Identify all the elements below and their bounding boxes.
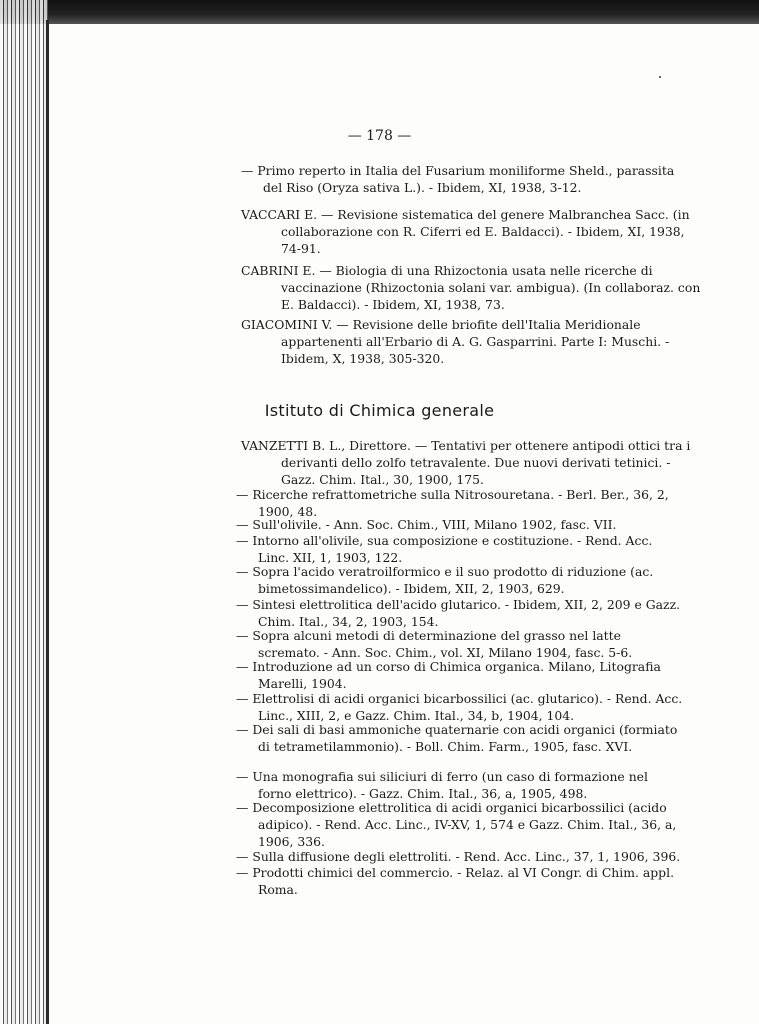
ink-speck bbox=[659, 76, 661, 78]
bibliography-entry: — Intorno all'olivile, sua composizione e costituzione. - Rend. Acc. Linc. XII, 1, 1903, 122. bbox=[236, 533, 653, 565]
scan-top-edge bbox=[0, 0, 759, 24]
bibliography-entry: VANZETTI B. L., Direttore. — Tentativi per ottenere antipodi ottici tra i derivanti dello zolfo tetravalente. Due nuovi derivati tetinici. - Gazz. Chim. Ital., 30, 1900, 175. bbox=[241, 438, 691, 487]
book-spine-shadow bbox=[0, 0, 48, 1024]
bibliography-entry: — Elettrolisi di acidi organici bicarbossilici (ac. glutarico). - Rend. Acc. Linc., XIII, 2, e Gazz. Chim. Ital., 34, b, 1904, 104. bbox=[236, 691, 683, 723]
bibliography-entry: — Prodotti chimici del commercio. - Relaz. al VI Congr. di Chim. appl. Roma. bbox=[236, 865, 675, 897]
bibliography-entry: — Decomposizione elettrolitica di acidi organici bicarbossilici (acido adipico). - Rend. Acc. Linc., IV-XV, 1, 574 e Gazz. Chim. Ital., 36, a, 1906, 336. bbox=[236, 800, 677, 849]
bibliography-entry: — Primo reperto in Italia del Fusarium moniliforme Sheld., parassita del Riso (Oryza sativa L.). - Ibidem, XI, 1938, 3-12. bbox=[241, 163, 675, 195]
bibliography-entry: — Sull'olivile. - Ann. Soc. Chim., VIII, Milano 1902, fasc. VII. bbox=[236, 517, 617, 532]
bibliography-entry: — Sintesi elettrolitica dell'acido glutarico. - Ibidem, XII, 2, 209 e Gazz. Chim. Ital., 34, 2, 1903, 154. bbox=[236, 597, 681, 629]
bibliography-entry: VACCARI E. — Revisione sistematica del genere Malbranchea Sacc. (in collaborazione con R. Ciferri ed E. Baldacci). - Ibidem, XI, 1938, 74-91. bbox=[241, 207, 690, 256]
bibliography-entry: — Sopra alcuni metodi di determinazione del grasso nel latte scremato. - Ann. Soc. Chim., vol. XI, Milano 1904, fasc. 5-6. bbox=[236, 628, 633, 660]
bibliography-entry: — Ricerche refrattometriche sulla Nitrosouretana. - Berl. Ber., 36, 2, 1900, 48. bbox=[236, 487, 669, 519]
bibliography-entry: — Dei sali di basi ammoniche quaternarie con acidi organici (formiato di tetrametilammonio). - Boll. Chim. Farm., 1905, fasc. XVI. bbox=[236, 722, 678, 754]
bibliography-entry: — Sopra l'acido veratroilformico e il suo prodotto di riduzione (ac. bimetossimandelico). - Ibidem, XII, 2, 1903, 629. bbox=[236, 564, 654, 596]
bibliography-entry: — Sulla diffusione degli elettroliti. - Rend. Acc. Linc., 37, 1, 1906, 396. bbox=[236, 849, 681, 864]
section-heading: Istituto di Chimica generale bbox=[264, 401, 495, 420]
bibliography-entry: — Una monografia sui siliciuri di ferro (un caso di formazione nel forno elettrico). - Gazz. Chim. Ital., 36, a, 1905, 498. bbox=[236, 769, 648, 801]
bibliography-entry: — Introduzione ad un corso di Chimica organica. Milano, Litografia Marelli, 1904. bbox=[236, 659, 661, 691]
page-number: — 178 — bbox=[347, 128, 412, 144]
page-gutter-line bbox=[46, 20, 49, 1024]
bibliography-entry: GIACOMINI V. — Revisione delle briofite dell'Italia Meridionale appartenenti all'Erbario di A. G. Gasparrini. Parte I: Muschi. - Ibidem, X, 1938, 305-320. bbox=[241, 317, 670, 366]
bibliography-entry: CABRINI E. — Biologia di una Rhizoctonia usata nelle ricerche di vaccinazione (Rhizoctonia solani var. ambigua). (In collaboraz. con E. Baldacci). - Ibidem, XI, 1938, 73. bbox=[241, 263, 701, 312]
